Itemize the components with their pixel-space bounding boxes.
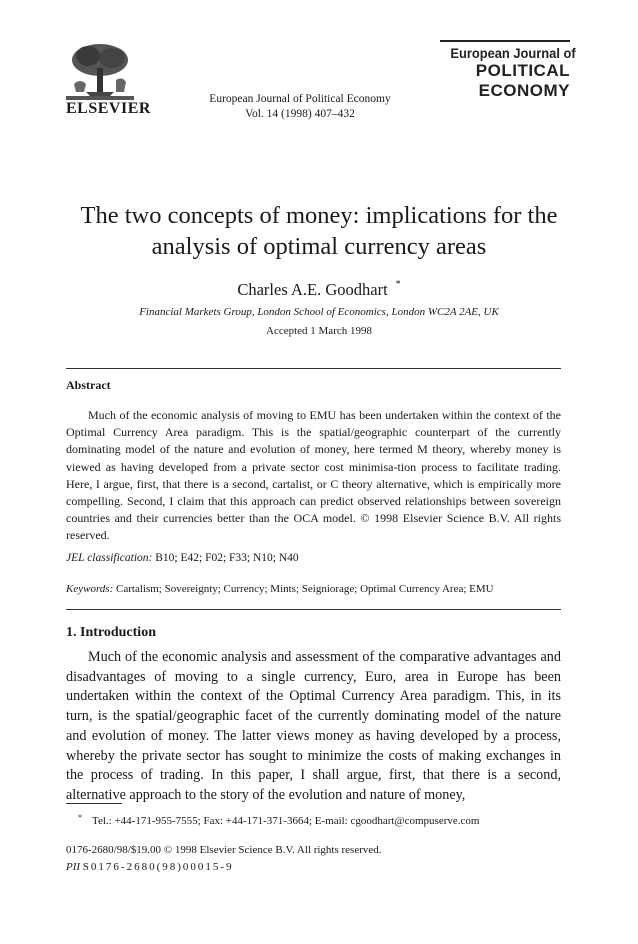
journal-logo-rule — [440, 40, 570, 42]
section-heading: 1. Introduction — [66, 625, 156, 640]
footnote-text: Tel.: +44-171-955-7555; Fax: +44-171-371-3664; E-mail: cgoodhart@compuserve.com — [92, 815, 480, 827]
journal-logo-line2: POLITICAL — [475, 61, 570, 80]
journal-name: European Journal of Political Economy — [209, 93, 391, 105]
journal-citation — [150, 92, 450, 122]
publisher-logo-text: ELSEVIER — [66, 100, 151, 117]
elsevier-tree-logo — [66, 40, 134, 100]
pii-line — [66, 859, 382, 876]
journal-logo — [440, 40, 576, 101]
journal-volume: Vol. 14 (1998) 407–432 — [245, 108, 355, 120]
divider-top — [66, 368, 561, 369]
divider-bottom — [66, 609, 561, 610]
jel-classification — [66, 552, 561, 564]
author-name: Charles A.E. Goodhart — [237, 280, 388, 299]
jel-value: B10; E42; F02; F33; N10; N40 — [155, 552, 299, 564]
affiliation: Financial Markets Group, London School of Economics, London WC2A 2AE, UK — [139, 306, 499, 318]
section-body: Much of the economic analysis and assessment of the comparative advantages and disadvantages of moving to a single currency, Euro, area in Europe has been undertaken within the context of the Optimal Currency Area paradigm. This, in its turn, is the spatial/geographic facet of the currently dominating model of the nature and evolution of money. The latter views money as having developed by a process, whereby the private sector has sought to minimize the costs of making exchanges in the process of trading. In this paper, I shall argue, first, that there is a second, alternative approach to the story of the evolution and nature of money, — [66, 649, 561, 803]
keywords-value: Cartalism; Sovereignty; Currency; Mints; Seigniorage; Optimal Currency Area; EMU — [116, 583, 494, 595]
footnote — [78, 813, 479, 827]
author-line — [100, 279, 538, 300]
keywords-label: Keywords: — [66, 583, 114, 595]
pii-value: S0176-2680(98)00015-9 — [82, 861, 234, 873]
pii-label: PII — [66, 861, 81, 873]
abstract-heading: Abstract — [66, 378, 111, 392]
article-title: The two concepts of money: implications for the analysis of optimal currency areas — [80, 202, 558, 260]
journal-logo-line1: European Journal of — [450, 45, 576, 61]
jel-label: JEL classification: — [66, 552, 153, 564]
abstract-text: Much of the economic analysis of moving to EMU has been undertaken within the context of the Optimal Currency Area paradigm. This is the spatial/geographic counterpart of the currently dominating model of the nature and evolution of money, here termed M theory, whereby money is viewed as having developed from a private sector cost minimisa-tion process to facilitate trading. Here, I argue, first, that there is a second, cartalist, or C theory alternative, which is empirically more compelling. Second, I claim that this approach can predict observed relationships between sovereign countries and their currencies better than the OCA model. © 1998 Elsevier Science B.V. All rights reserved. — [66, 408, 561, 543]
author-footnote-mark: * — [395, 279, 401, 290]
journal-logo-line3: ECONOMY — [478, 81, 570, 100]
footnote-mark: * — [78, 813, 82, 822]
accepted-date: Accepted 1 March 1998 — [266, 325, 372, 337]
copyright-line: 0176-2680/98/$19.00 © 1998 Elsevier Science B.V. All rights reserved. — [66, 844, 382, 856]
keywords — [66, 583, 561, 595]
footnote-rule — [66, 803, 122, 804]
imprint — [66, 842, 382, 876]
